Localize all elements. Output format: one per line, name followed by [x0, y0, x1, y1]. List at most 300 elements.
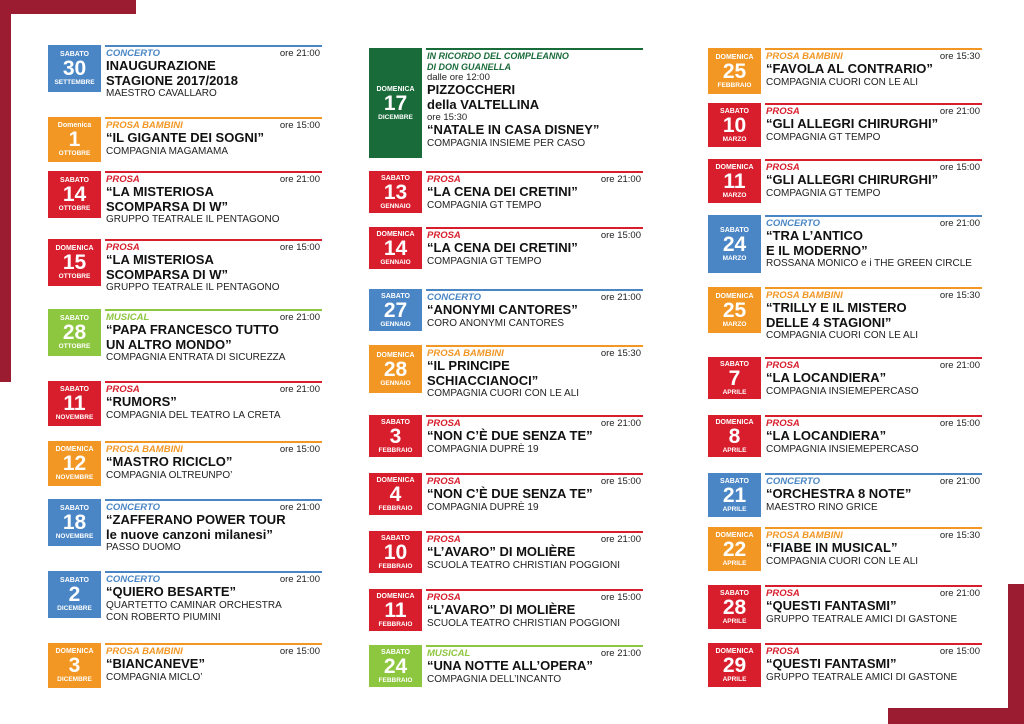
corner-decoration-top-left — [0, 0, 136, 14]
event-header — [105, 119, 322, 131]
event-category: CONCERTO — [427, 292, 482, 303]
event-content — [426, 473, 643, 514]
event-time: ore 15:00 — [939, 162, 980, 173]
date-badge — [48, 45, 101, 92]
event-category: PROSA BAMBINI — [766, 530, 843, 541]
event-company-line: COMPAGNIA OLTREUNPO’ — [106, 469, 233, 481]
event-time: ore 15:30 — [427, 112, 468, 123]
event-content — [105, 309, 322, 364]
date-badge — [48, 441, 101, 486]
event-card — [708, 357, 982, 399]
special-header-line: IN RICORDO DEL COMPLEANNO — [427, 51, 569, 61]
date-weekday: DOMENICA — [376, 85, 415, 93]
date-day-number: 27 — [383, 298, 408, 322]
event-title-line: “LA LOCANDIERA” — [766, 370, 887, 385]
event-title-line: “UNA NOTTE ALL’OPERA” — [427, 658, 593, 673]
event-company-line: COMPAGNIA CUORI CON LE ALI — [766, 330, 919, 341]
date-weekday: SABATO — [60, 505, 89, 512]
date-month: OTTOBRE — [58, 343, 91, 350]
event-company-line: SCUOLA TEATRO CHRISTIAN POGGIONI — [427, 559, 620, 571]
event-content — [105, 441, 322, 482]
date-weekday: DOMENICA — [55, 446, 94, 453]
event-header — [105, 383, 322, 395]
date-badge — [708, 215, 761, 273]
event-company-line: COMPAGNIA MAGAMAMA — [106, 145, 229, 157]
date-day-number: 24 — [383, 654, 408, 678]
event-header — [426, 173, 643, 185]
date-month: FEBBRAIO — [717, 81, 752, 89]
date-weekday: SABATO — [381, 534, 410, 542]
event-company-line: COMPAGNIA CUORI CON LE ALI — [766, 555, 919, 567]
date-weekday: DOMENICA — [55, 648, 94, 655]
date-badge — [708, 159, 761, 203]
event-card — [48, 309, 322, 363]
event-title-line: “NON C’È DUE SENZA TE” — [427, 486, 593, 501]
event-title-line: “QUIERO BESARTE” — [106, 584, 237, 599]
event-title-line: SCHIACCIANOCI” — [427, 372, 539, 388]
event-header — [105, 573, 322, 585]
event-content — [105, 117, 322, 158]
event-header — [765, 587, 982, 599]
date-weekday: SABATO — [720, 107, 749, 115]
date-month: FEBBRAIO — [378, 620, 413, 628]
event-category: PROSA — [766, 646, 800, 657]
event-category: PROSA — [766, 360, 800, 371]
event-category: CONCERTO — [106, 48, 161, 59]
date-month: MARZO — [722, 191, 747, 199]
date-day-number: 14 — [62, 183, 87, 206]
event-header — [426, 533, 643, 545]
date-weekday: DOMENICA — [55, 245, 94, 252]
date-day-number: 3 — [68, 654, 81, 677]
date-weekday: SABATO — [60, 51, 89, 58]
event-header — [105, 645, 322, 657]
date-day-number: 11 — [723, 169, 746, 193]
date-weekday: SABATO — [381, 418, 410, 426]
date-day-number: 28 — [722, 595, 747, 619]
event-category: PROSA BAMBINI — [427, 348, 504, 359]
event-time: ore 21:00 — [279, 384, 320, 395]
date-day-number: 28 — [62, 321, 87, 344]
event-category: MUSICAL — [427, 648, 471, 659]
event-header — [765, 645, 982, 657]
date-badge — [48, 309, 101, 356]
event-time: ore 21:00 — [279, 574, 320, 585]
date-weekday: DOMENICA — [376, 592, 415, 600]
event-header — [765, 217, 982, 229]
event-card — [708, 159, 982, 203]
event-title-line: “LA MISTERIOSA — [106, 184, 214, 199]
event-header — [426, 229, 643, 241]
date-month: FEBBRAIO — [378, 676, 413, 684]
event-card — [369, 48, 643, 158]
event-title-line: DELLE 4 STAGIONI” — [766, 314, 892, 330]
event-category: PROSA — [427, 174, 461, 185]
event-time: ore 21:00 — [939, 360, 980, 371]
event-title-line: “GLI ALLEGRI CHIRURGHI” — [766, 172, 939, 187]
event-company-line: COMPAGNIA DUPRÈ 19 — [427, 443, 539, 455]
event-title-line: STAGIONE 2017/2018 — [106, 72, 238, 88]
date-badge — [708, 527, 761, 571]
date-month: MARZO — [722, 135, 747, 143]
date-day-number: 14 — [383, 236, 408, 260]
date-month: GENNAIO — [380, 379, 411, 387]
date-badge — [708, 415, 761, 457]
date-month: APRILE — [722, 559, 747, 567]
event-title-line: “GLI ALLEGRI CHIRURGHI” — [766, 116, 939, 131]
date-weekday: DOMENICA — [376, 351, 415, 359]
date-day-number: 12 — [62, 452, 87, 475]
date-badge — [708, 473, 761, 517]
event-category: PROSA BAMBINI — [106, 120, 183, 131]
date-weekday: SABATO — [720, 477, 749, 485]
event-content — [765, 103, 982, 144]
event-content — [105, 499, 322, 554]
date-month: APRILE — [722, 617, 747, 625]
event-company-line: GRUPPO TEATRALE AMICI DI GASTONE — [766, 613, 958, 625]
date-badge — [369, 589, 422, 631]
date-weekday: SABATO — [381, 292, 410, 300]
event-time: ore 21:00 — [600, 648, 641, 659]
event-header — [426, 417, 643, 429]
event-header — [426, 291, 643, 303]
event-content — [426, 171, 643, 212]
event-card — [369, 227, 643, 269]
date-day-number: 10 — [383, 540, 408, 564]
event-company-line: COMPAGNIA ENTRATA DI SICUREZZA — [106, 352, 286, 363]
date-badge — [369, 645, 422, 687]
event-content — [426, 589, 643, 630]
event-card — [369, 289, 643, 331]
event-content — [426, 289, 643, 330]
date-month: FEBBRAIO — [378, 562, 413, 570]
event-title-line: “FIABE IN MUSICAL” — [766, 540, 898, 555]
event-time: dalle ore 12:00 — [427, 72, 490, 83]
date-day-number: 3 — [389, 424, 402, 448]
event-title-line: SCOMPARSA DI W” — [106, 198, 229, 214]
date-badge — [48, 117, 101, 162]
date-month: MARZO — [722, 254, 747, 262]
event-content — [765, 643, 982, 684]
date-month: APRILE — [722, 505, 747, 513]
date-weekday: SABATO — [60, 315, 89, 322]
date-day-number: 25 — [722, 298, 747, 322]
event-header — [765, 475, 982, 487]
event-title-line: “LA LOCANDIERA” — [766, 428, 887, 443]
date-weekday: Domenica — [57, 122, 92, 129]
event-card — [708, 287, 982, 341]
event-content — [426, 48, 643, 150]
date-month: OTTOBRE — [58, 150, 91, 157]
event-company-line: COMPAGNIA DUPRÈ 19 — [427, 501, 539, 513]
event-company-line: COMPAGNIA GT TEMPO — [766, 187, 881, 199]
date-badge — [369, 345, 422, 393]
event-content — [105, 239, 322, 294]
event-title-line: “TRILLY E IL MISTERO — [766, 300, 907, 315]
event-title-line: “QUESTI FANTASMI” — [766, 656, 897, 671]
date-badge — [48, 571, 101, 618]
event-title-line: della VALTELLINA — [427, 96, 540, 112]
event-title-line: “ZAFFERANO POWER TOUR — [106, 512, 286, 527]
event-time: ore 15:00 — [279, 444, 320, 455]
event-header — [765, 359, 982, 371]
event-card — [708, 415, 982, 457]
event-time: ore 21:00 — [600, 292, 641, 303]
event-category: CONCERTO — [106, 574, 161, 585]
event-time: ore 21:00 — [939, 476, 980, 487]
event-card — [48, 571, 322, 623]
date-weekday: DOMENICA — [376, 230, 415, 238]
event-category: MUSICAL — [106, 312, 150, 323]
date-day-number: 13 — [383, 180, 408, 204]
date-day-number: 2 — [68, 583, 81, 606]
event-time: ore 15:00 — [279, 120, 320, 131]
date-day-number: 4 — [389, 482, 402, 506]
event-header — [426, 475, 643, 487]
event-time: ore 21:00 — [939, 106, 980, 117]
event-title-line: “LA CENA DEI CRETINI” — [427, 240, 578, 255]
event-time: ore 15:00 — [600, 230, 641, 241]
date-month: DICEMBRE — [378, 113, 413, 121]
event-header — [426, 647, 643, 659]
event-content — [105, 643, 322, 684]
event-company-line: COMPAGNIA INSIEMEPERCASO — [766, 385, 919, 397]
date-badge — [48, 381, 101, 426]
event-title-line: INAUGURAZIONE — [106, 58, 216, 73]
date-weekday: DOMENICA — [715, 418, 754, 426]
date-badge — [48, 499, 101, 546]
event-card — [708, 215, 982, 273]
event-title-line: “LA CENA DEI CRETINI” — [427, 184, 578, 199]
event-title-line: SCOMPARSA DI W” — [106, 266, 229, 282]
corner-decoration-left-edge — [0, 0, 11, 382]
date-weekday: SABATO — [381, 648, 410, 656]
event-category: PROSA BAMBINI — [106, 646, 183, 657]
date-month: DICEMBRE — [57, 605, 92, 612]
date-month: DICEMBRE — [57, 676, 92, 683]
event-company-line: COMPAGNIA CUORI CON LE ALI — [766, 76, 919, 88]
event-company-line: GRUPPO TEATRALE IL PENTAGONO — [106, 214, 280, 225]
date-day-number: 29 — [722, 653, 747, 677]
date-weekday: SABATO — [60, 386, 89, 393]
event-company-line: ROSSANA MONICO e i THE GREEN CIRCLE — [766, 258, 972, 269]
date-weekday: DOMENICA — [715, 53, 754, 61]
event-card — [48, 499, 322, 553]
event-time: ore 21:00 — [939, 218, 980, 229]
date-day-number: 24 — [722, 232, 747, 256]
event-company-line: COMPAGNIA INSIEMEPERCASO — [766, 443, 919, 455]
date-weekday: DOMENICA — [715, 531, 754, 539]
event-category: CONCERTO — [106, 502, 161, 513]
event-header — [105, 47, 322, 59]
corner-decoration-right-edge — [1008, 584, 1024, 724]
event-card — [48, 45, 322, 99]
event-time: ore 15:00 — [279, 646, 320, 657]
date-day-number: 21 — [722, 483, 747, 507]
event-category: PROSA — [106, 242, 140, 253]
date-badge — [48, 643, 101, 688]
date-day-number: 22 — [722, 537, 747, 561]
corner-decoration-bottom-right — [888, 708, 1024, 724]
event-title-line: “LA MISTERIOSA — [106, 252, 214, 267]
date-weekday: DOMENICA — [715, 163, 754, 171]
date-badge — [369, 531, 422, 573]
event-company-line: COMPAGNIA DEL TEATRO LA CRETA — [106, 409, 281, 421]
event-company-line: MAESTRO CAVALLARO — [106, 88, 217, 99]
date-badge — [369, 473, 422, 515]
event-card — [369, 645, 643, 687]
date-badge — [48, 171, 101, 218]
date-day-number: 15 — [62, 251, 87, 274]
event-time: ore 21:00 — [600, 174, 641, 185]
date-badge — [369, 48, 422, 158]
event-title-line: “L’AVARO” DI MOLIÈRE — [427, 602, 576, 617]
event-title-line: le nuove canzoni milanesi” — [106, 526, 273, 542]
event-category: PROSA BAMBINI — [766, 290, 843, 301]
event-card — [369, 345, 643, 399]
event-title-line: E IL MODERNO” — [766, 242, 868, 258]
date-month: NOVEMBRE — [55, 474, 94, 481]
event-card — [369, 473, 643, 515]
event-title-line: “TRA L’ANTICO — [766, 228, 864, 243]
date-day-number: 18 — [62, 511, 87, 534]
event-card — [48, 643, 322, 688]
event-content — [105, 571, 322, 624]
event-content — [765, 415, 982, 456]
event-content — [765, 357, 982, 398]
date-badge — [708, 585, 761, 629]
date-badge — [708, 103, 761, 147]
date-badge — [708, 643, 761, 687]
event-company-line: GRUPPO TEATRALE AMICI DI GASTONE — [766, 671, 958, 683]
event-header — [765, 161, 982, 173]
event-time: ore 15:00 — [279, 242, 320, 253]
event-time: ore 21:00 — [600, 418, 641, 429]
event-content — [765, 287, 982, 342]
date-month: GENNAIO — [380, 202, 411, 210]
event-card — [708, 643, 982, 687]
event-company-line: CORO ANONYMI CANTORES — [427, 317, 565, 329]
event-title-line: “NATALE IN CASA DISNEY” — [427, 122, 600, 137]
date-day-number: 7 — [728, 366, 741, 390]
event-card — [708, 103, 982, 147]
event-card — [708, 473, 982, 517]
date-month: FEBBRAIO — [378, 504, 413, 512]
event-card — [708, 48, 982, 94]
event-category: CONCERTO — [766, 218, 821, 229]
date-month: GENNAIO — [380, 258, 411, 266]
event-header — [765, 50, 982, 62]
event-category: PROSA — [427, 592, 461, 603]
event-category: PROSA — [766, 162, 800, 173]
event-category: CONCERTO — [766, 476, 821, 487]
event-company-line: COMPAGNIA DELL’INCANTO — [427, 673, 562, 685]
event-card — [708, 585, 982, 629]
event-card — [369, 171, 643, 213]
event-time: ore 21:00 — [279, 48, 320, 59]
event-category: PROSA — [427, 476, 461, 487]
event-card — [48, 381, 322, 426]
date-weekday: DOMENICA — [376, 476, 415, 484]
date-day-number: 11 — [384, 598, 407, 622]
event-header — [765, 105, 982, 117]
event-time: ore 21:00 — [939, 588, 980, 599]
event-content — [426, 415, 643, 456]
event-header — [426, 591, 643, 603]
date-month: SETTEMBRE — [54, 79, 95, 86]
date-day-number: 11 — [63, 392, 86, 415]
event-header — [426, 347, 643, 359]
date-month: FEBBRAIO — [378, 446, 413, 454]
event-header — [765, 529, 982, 541]
event-category: PROSA — [766, 588, 800, 599]
event-time: ore 15:30 — [939, 51, 980, 62]
date-weekday: SABATO — [720, 360, 749, 368]
date-day-number: 1 — [68, 128, 81, 151]
event-category: PROSA — [106, 174, 140, 185]
event-company-line: COMPAGNIA GT TEMPO — [427, 255, 542, 267]
date-badge — [369, 289, 422, 331]
date-day-number: 25 — [722, 59, 747, 83]
event-title-line: “NON C’È DUE SENZA TE” — [427, 428, 593, 443]
event-title-line: “ORCHESTRA 8 NOTE” — [766, 486, 912, 501]
event-content — [426, 531, 643, 572]
event-time: ore 21:00 — [279, 174, 320, 185]
event-company-line: GRUPPO TEATRALE IL PENTAGONO — [106, 282, 280, 293]
event-title-line: “RUMORS” — [106, 394, 177, 409]
date-weekday: DOMENICA — [715, 647, 754, 655]
event-content — [765, 215, 982, 270]
event-category: PROSA — [766, 106, 800, 117]
event-title-line: “MASTRO RICICLO” — [106, 454, 233, 469]
date-badge — [369, 227, 422, 269]
event-time: ore 15:00 — [939, 646, 980, 657]
date-month: OTTOBRE — [58, 273, 91, 280]
event-content — [105, 381, 322, 422]
event-time: ore 15:30 — [939, 290, 980, 301]
event-content — [105, 171, 322, 226]
event-card — [48, 117, 322, 162]
date-month: NOVEMBRE — [55, 414, 94, 421]
event-company-line: COMPAGNIA CUORI CON LE ALI — [427, 388, 580, 399]
event-card — [48, 441, 322, 486]
date-month: APRILE — [722, 388, 747, 396]
event-category: PROSA BAMBINI — [766, 51, 843, 62]
event-title-line: “BIANCANEVE” — [106, 656, 205, 671]
event-card — [708, 527, 982, 571]
event-card — [48, 171, 322, 225]
event-company-line: CON ROBERTO PIUMINI — [106, 611, 221, 623]
event-category: PROSA — [766, 418, 800, 429]
event-time: ore 15:00 — [600, 476, 641, 487]
event-title-line: “QUESTI FANTASMI” — [766, 598, 897, 613]
date-weekday: SABATO — [720, 226, 749, 234]
event-header — [105, 501, 322, 513]
date-month: APRILE — [722, 675, 747, 683]
date-month: MARZO — [722, 320, 747, 328]
event-title-line: “L’AVARO” DI MOLIÈRE — [427, 544, 576, 559]
date-day-number: 30 — [62, 57, 87, 80]
event-title-line: “PAPA FRANCESCO TUTTO — [106, 322, 279, 337]
date-day-number: 8 — [728, 424, 741, 448]
event-content — [426, 345, 643, 400]
event-content — [426, 645, 643, 686]
date-badge — [708, 287, 761, 333]
event-title-line: “FAVOLA AL CONTRARIO” — [766, 61, 933, 76]
event-header — [765, 417, 982, 429]
event-title-line: “IL GIGANTE DEI SOGNI” — [106, 130, 264, 145]
event-title-line: UN ALTRO MONDO” — [106, 336, 232, 352]
